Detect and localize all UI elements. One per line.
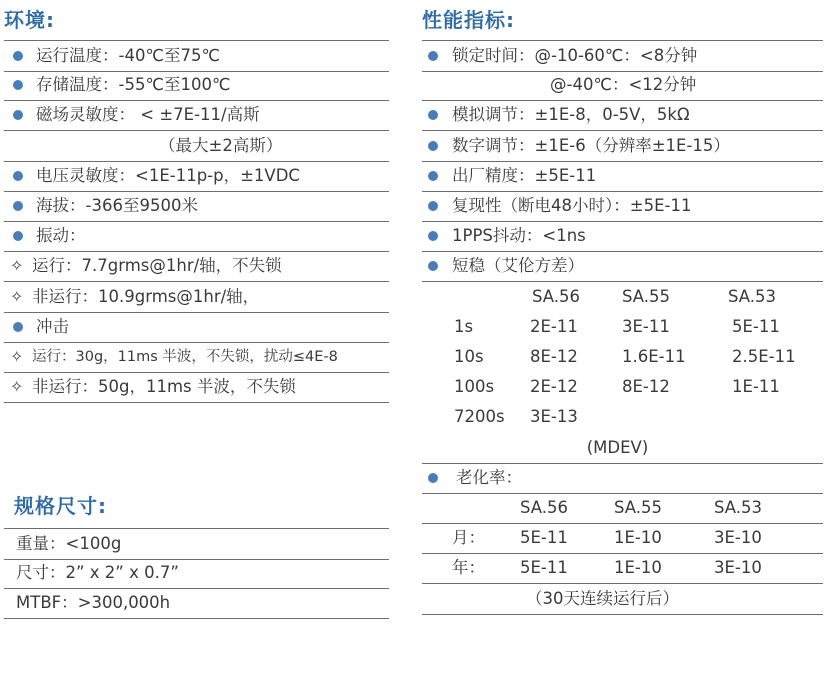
column-header: SA.56 [520,498,569,517]
row-text: 海拔：-366至9500米 [36,196,198,215]
bullet-icon [428,231,438,241]
environment-row [4,342,389,373]
adev-value: 3E-13 [530,407,578,427]
aging-value: 3E-10 [714,558,762,578]
adev-value: 5E-11 [732,316,780,336]
environment-row [4,131,389,162]
column-header: SA.55 [614,498,663,517]
note-text: （30天连续运行后） [526,588,679,608]
row-text: @-40℃：<12分钟 [550,75,697,95]
row-text: 磁场灵敏度： < ±7E-11/高斯 [36,105,260,125]
period-label: 年： [452,558,485,578]
aging-value: 5E-11 [520,558,568,578]
sparkle-icon: ✧ [10,286,24,306]
bullet-icon [13,322,23,332]
adev-row [422,312,823,342]
bullet-icon [428,51,438,61]
adev-row [422,342,823,372]
row-text: 非运行：10.9grms@1hr/轴， [32,286,260,306]
column-header: SA.56 [532,286,581,306]
row-text: 运行温度：-40℃至75℃ [36,46,221,65]
environment-row [4,161,389,192]
adev-value: 3E-11 [622,316,670,336]
row-text: 出厂精度：±5E-11 [452,165,597,185]
row-text: 数字调节：±1E-6（分辨率±1E-15） [452,135,730,155]
note-text: (MDEV) [586,437,649,457]
bullet-icon [13,80,23,90]
adev-note [422,433,823,464]
adev-row [422,402,823,432]
bullet-icon [13,201,23,211]
adev-value: 2E-11 [530,316,578,336]
environment-row [4,191,389,222]
aging-value: 3E-10 [714,528,762,548]
row-text: 尺寸：2” x 2” x 0.7” [16,563,179,583]
bullet-icon [428,201,438,211]
aging-header-row [422,493,823,524]
adev-value: 8E-12 [530,347,578,366]
row-text: 运行：30g，11ms 半波，不失锁，扰动≤4E-8 [32,349,338,365]
environment-row [4,251,389,282]
aging-note [422,584,823,615]
row-text: MTBF：>300,000h [16,593,171,613]
performance-row [422,131,823,162]
bullet-icon [428,171,438,181]
aging-row [422,523,823,554]
bullet-icon [428,110,438,120]
environment-row [4,100,389,131]
performance-row [422,40,823,72]
adev-header-row [422,282,823,312]
size-row [4,558,389,589]
environment-row [4,40,389,72]
column-header: SA.55 [622,286,671,306]
performance-row [422,70,823,101]
bullet-icon [428,261,438,271]
row-text: 模拟调节：±1E-8，0-5V，5kΩ [452,105,690,125]
row-text: 重量：<100g [16,534,122,553]
row-text: 存储温度：-55℃至100℃ [36,75,231,95]
row-text: 老化率： [456,467,522,487]
adev-row [422,372,823,402]
aging-value: 5E-11 [520,528,568,548]
bullet-icon [13,231,23,241]
performance-row [422,100,823,131]
bullet-icon [428,473,438,483]
size-row [4,528,389,560]
environment-title: 环境: [4,8,55,32]
performance-row [422,161,823,192]
aging-label-row [422,463,823,494]
row-text: 电压灵敏度：<1E-11p-p，±1VDC [36,165,300,185]
tau-label: 7200s [454,407,505,427]
sparkle-icon: ✧ [10,377,24,397]
tau-label: 1s [454,316,474,336]
performance-row [422,251,823,282]
aging-value: 1E-10 [614,528,662,548]
environment-row [4,221,389,252]
performance-row [422,191,823,222]
sparkle-icon: ✧ [10,256,24,276]
adev-value: 8E-12 [622,377,670,397]
adev-value: 2.5E-11 [732,347,796,366]
performance-title: 性能指标: [422,8,515,32]
aging-value: 1E-10 [614,558,662,578]
row-text: 非运行：50g，11ms 半波，不失锁 [32,377,296,397]
row-text: 振动： [36,226,86,246]
row-text: 短稳（艾伦方差） [452,256,584,276]
bullet-icon [13,51,23,61]
period-label: 月： [452,528,485,548]
row-text: 1PPS抖动：<1ns [452,226,586,246]
row-text: （最大±2高斯） [159,135,283,155]
tau-label: 100s [454,377,495,397]
row-text: 锁定时间：@-10-60℃：<8分钟 [452,46,698,65]
environment-row [4,70,389,101]
row-text: 冲击 [36,316,69,336]
bullet-icon [428,141,438,151]
column-header: SA.53 [728,286,777,306]
column-header: SA.53 [714,498,763,517]
adev-value: 2E-12 [530,377,578,397]
size-title: 规格尺寸: [14,494,107,518]
tau-label: 10s [454,347,484,366]
row-text: 复现性（断电48小时）：±5E-11 [452,196,692,215]
aging-row [422,553,823,584]
environment-row [4,282,389,313]
sparkle-icon: ✧ [10,347,24,366]
size-row [4,588,389,619]
row-text: 运行：7.7grms@1hr/轴，不失锁 [32,256,282,276]
adev-value: 1.6E-11 [622,347,686,366]
adev-value: 1E-11 [732,377,780,397]
environment-row [4,372,389,403]
performance-row [422,221,823,252]
environment-row [4,312,389,343]
bullet-icon [13,171,23,181]
bullet-icon [13,110,23,120]
